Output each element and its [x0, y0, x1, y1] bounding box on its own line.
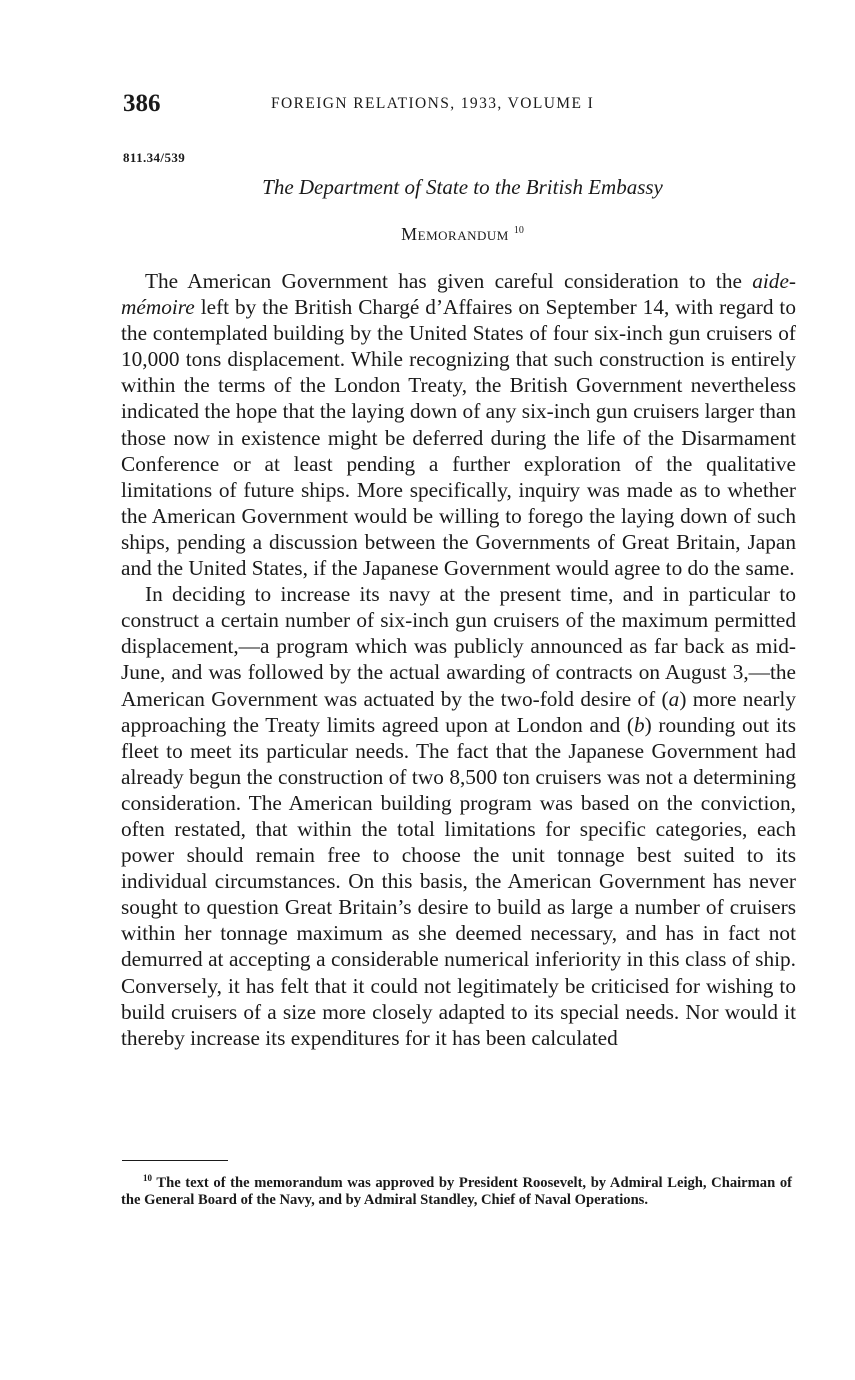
heading-text: Memorandum — [401, 224, 509, 244]
paragraph-1-text: left by the British Chargé d’Affaires on September 14, with regard to the contemplated building by the United States of four six-inch gun cruisers of 10,000 tons displacement. While recognizing that such construction is entirely within the terms of the London Treaty, the British Government nevertheless indicated the hope that the laying down of any six-inch gun cruisers larger than those now in existence might be deferred during the life of the Disarmament Conference or at least pending a further exploration of the qualitative limitations of future ships. More specifically, inquiry was made as to whether the American Government would be willing to forego the laying down of such ships, pending a discussion between the Governments of Great Britain, Japan and the United States, if the Japanese Government would agree to do the same. — [121, 295, 796, 581]
paragraph-1-text: The American Government has given careful consideration to the — [145, 269, 753, 293]
italic-term: aide-mémoire — [121, 269, 796, 320]
footnote — [121, 1170, 792, 1209]
footnote-marker: 10 — [143, 1173, 152, 1183]
paragraph-2-text: ) more nearly approaching the Treaty limits agreed upon at London and ( — [121, 686, 797, 737]
memorandum-heading — [0, 224, 855, 245]
memorandum-body — [121, 268, 796, 1051]
footnote-divider — [122, 1160, 228, 1161]
file-number: 811.34/539 — [123, 150, 186, 165]
page-number: 386 — [123, 90, 161, 117]
running-head: FOREIGN RELATIONS, 1933, VOLUME I — [271, 95, 595, 112]
document-title: The Department of State to the British Embassy — [262, 175, 663, 199]
list-marker-b: b — [634, 712, 645, 737]
list-marker-a: a — [668, 686, 680, 711]
footnote-text: The text of the memorandum was approved by President Roosevelt, by Admiral Leigh, Chairman of the General Board of the Navy, and by Admiral Standley, Chief of Naval Operations. — [121, 1175, 792, 1208]
paragraph-2 — [121, 581, 796, 1051]
paragraph-1 — [121, 268, 796, 581]
paragraph-2-text: In deciding to increase its navy at the present time, and in particular to construct a certain number of six-inch gun cruisers of the maximum permitted displacement,—a program which was publicly announced as far back as mid-June, and was followed by the actual awarding of contracts on August 3,—the American Government was actuated by the two-fold desire of ( — [121, 582, 796, 711]
paragraph-2-text: ) rounding out its fleet to meet its particular needs. The fact that the Japanese Government had already begun the construction of two 8,500 ton cruisers was not a determining consideration. The American building program was based on the conviction, often restated, that within the total limitations for specific categories, each power should remain free to choose the unit tonnage best suited to its individual circumstances. On this basis, the American Government has never sought to question Great Britain’s desire to build as large a number of cruisers within her tonnage maximum as she deemed necessary, and has in fact not demurred at accepting a considerable numerical inferiority in this class of ship. Conversely, it has felt that it could not legitimately be criticised for wishing to build cruisers of a size more closely adapted to its special needs. Nor would it thereby increase its expenditures for it has been calculated — [121, 712, 796, 1050]
footnote-reference: 10 — [513, 225, 524, 236]
